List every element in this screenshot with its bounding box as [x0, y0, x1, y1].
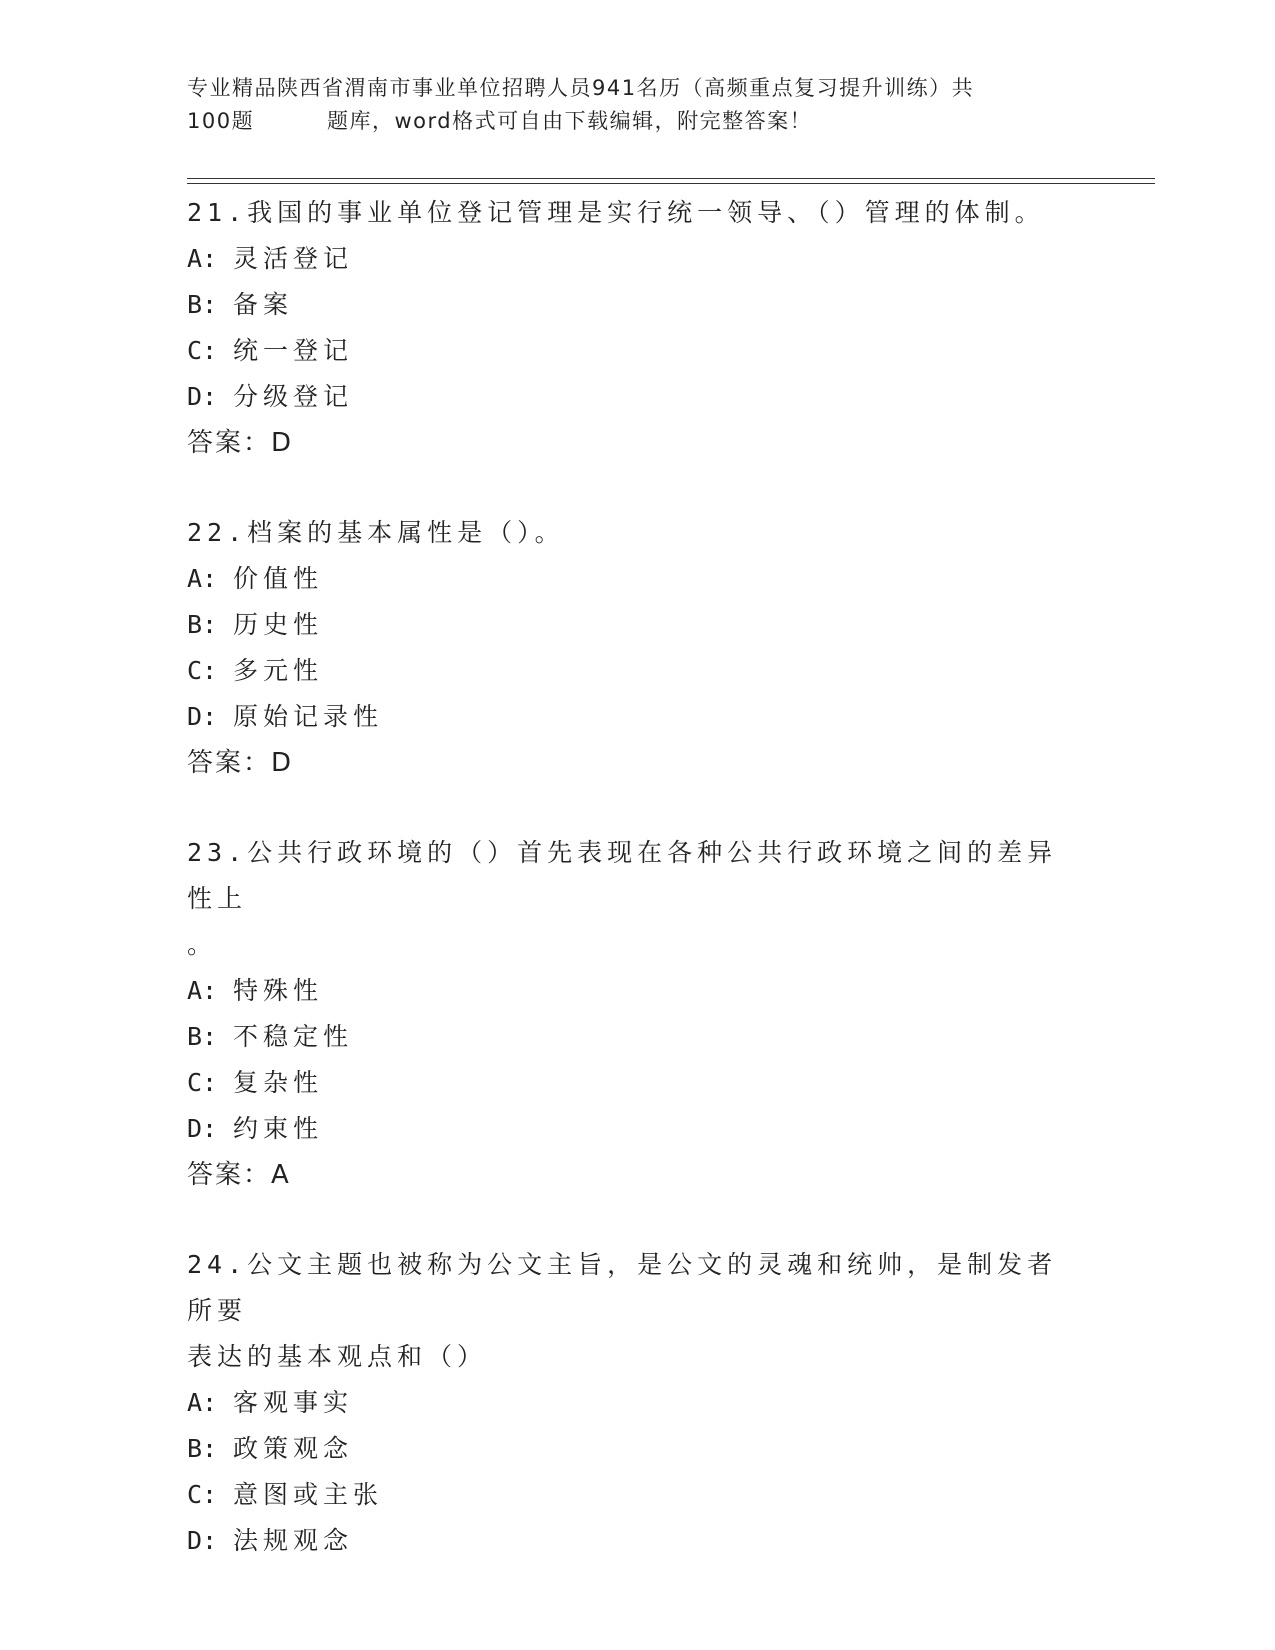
answer: 答案：A [187, 1160, 291, 1190]
option-d [187, 1518, 1087, 1564]
option-key: B: [187, 610, 218, 639]
header-divider-bottom [187, 183, 1155, 184]
option-text: 复杂性 [233, 1068, 324, 1097]
question-21 [187, 190, 1087, 466]
option-text: 历史性 [233, 610, 324, 639]
question-gap [187, 786, 1087, 830]
option-key: D: [187, 1114, 218, 1143]
option-key: C: [187, 336, 218, 365]
answer: 答案：D [187, 748, 294, 778]
question-count: 100题 [187, 109, 255, 133]
option-a [187, 1380, 1087, 1426]
option-c [187, 1472, 1087, 1518]
option-text: 多元性 [233, 656, 324, 685]
question-stem: 22.档案的基本属性是（）。 [187, 518, 565, 547]
header-description: 题库，word格式可自由下载编辑，附完整答案！ [327, 109, 813, 133]
question-stem: 21.我国的事业单位登记管理是实行统一领导、（）管理的体制。 [187, 198, 1045, 227]
question-24 [187, 1242, 1087, 1564]
option-key: C: [187, 1480, 218, 1509]
option-a [187, 236, 1087, 282]
option-text: 约束性 [233, 1114, 324, 1143]
option-b [187, 1014, 1087, 1060]
question-23 [187, 830, 1087, 1198]
option-text: 客观事实 [233, 1388, 354, 1417]
option-text: 意图或主张 [233, 1480, 384, 1509]
option-d [187, 1106, 1087, 1152]
option-a [187, 968, 1087, 1014]
option-b [187, 282, 1087, 328]
question-gap [187, 1198, 1087, 1242]
option-a [187, 556, 1087, 602]
option-text: 统一登记 [233, 336, 354, 365]
option-key: B: [187, 1022, 218, 1051]
option-key: D: [187, 1526, 218, 1555]
option-key: B: [187, 290, 218, 319]
header-subtitle-line [187, 105, 1067, 138]
option-b [187, 602, 1087, 648]
option-key: C: [187, 1068, 218, 1097]
option-text: 价值性 [233, 564, 324, 593]
option-key: A: [187, 1388, 218, 1417]
option-b [187, 1426, 1087, 1472]
question-22 [187, 510, 1087, 786]
option-text: 政策观念 [233, 1434, 354, 1463]
option-c [187, 648, 1087, 694]
option-key: A: [187, 564, 218, 593]
question-gap [187, 466, 1087, 510]
answer: 答案：D [187, 428, 294, 458]
option-c [187, 328, 1087, 374]
option-key: C: [187, 656, 218, 685]
option-key: B: [187, 1434, 218, 1463]
question-stem-continuation: 表达的基本观点和（） [187, 1342, 488, 1371]
option-text: 原始记录性 [233, 702, 384, 731]
option-key: D: [187, 702, 218, 731]
option-text: 分级登记 [233, 382, 354, 411]
option-text: 特殊性 [233, 976, 324, 1005]
option-text: 不稳定性 [233, 1022, 354, 1051]
question-list [187, 190, 1087, 1564]
question-stem: 23.公共行政环境的（）首先表现在各种公共行政环境之间的差异性上 [187, 838, 1058, 913]
option-key: A: [187, 244, 218, 273]
option-d [187, 374, 1087, 420]
option-d [187, 694, 1087, 740]
option-text: 法规观念 [233, 1526, 354, 1555]
document-header [187, 72, 1067, 138]
option-c [187, 1060, 1087, 1106]
question-stem: 24.公文主题也被称为公文主旨，是公文的灵魂和统帅，是制发者所要 [187, 1250, 1058, 1325]
option-text: 备案 [233, 290, 294, 319]
option-text: 灵活登记 [233, 244, 354, 273]
option-key: A: [187, 976, 218, 1005]
question-stem-continuation: 。 [187, 930, 218, 959]
header-divider-top [187, 178, 1155, 179]
header-title-line: 专业精品陕西省渭南市事业单位招聘人员941名历（高频重点复习提升训练）共 [187, 76, 975, 100]
option-key: D: [187, 382, 218, 411]
